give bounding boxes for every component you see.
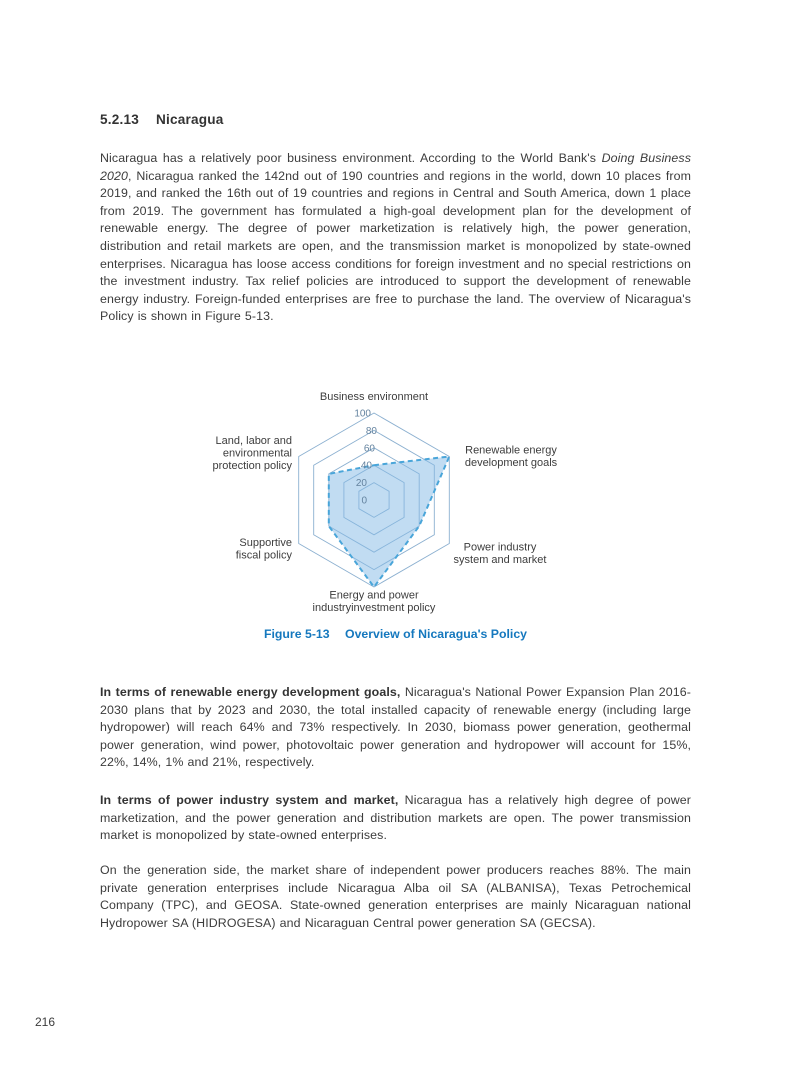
radar-axis-label-line: Supportive (239, 537, 292, 549)
radar-tick-label: 100 (354, 408, 371, 420)
radar-axis-label-line: fiscal policy (235, 549, 292, 562)
radar-axis-label-line: Power industry (463, 541, 537, 554)
text-segment: In terms of renewable energy development goals, (100, 685, 401, 699)
paragraph-generation-side (100, 862, 691, 932)
page-number: 216 (35, 1015, 56, 1029)
paragraph-power-industry (100, 792, 691, 845)
text-segment: Nicaragua's National Power Expansion Plan 2016-2030 plans that by 2023 and 2030, the total installed capacity of renewable energy (including large hydropower) will reach 64% and 73% respectively. In 2030, biomass power generation, geothermal power generation, wind power, photovoltaic power generation and hydropower will account for 15%, 22%, 14%, 1% and 21%, respectively. (100, 685, 691, 770)
text-segment: Doing Business 2020 (100, 151, 692, 183)
radar-axis-label-line: development goals (464, 457, 558, 469)
figure-caption (100, 627, 691, 641)
section-title: Nicaragua (155, 112, 224, 127)
radar-tick-label: 40 (360, 460, 372, 472)
radar-axis-label (454, 542, 547, 567)
text-segment: , Nicaragua ranked the 142nd out of 190 countries and regions in the world, down 10 places from 2019, and ranked the 16th out of 19 countries and regions in Central and South America, down 1 place from 2019. The government has formulated a high-goal development plan for the development of renewable energy. The degree of power marketization is relatively high, the power generation, distribution and retail markets are open, and the transmission market is monopolized by state-owned enterprises. Nicaragua has loose access conditions for foreign investment and no special restrictions on the investment industry. Tax relief policies are introduced to support the development of renewable energy industry. Foreign-funded enterprises are free to purchase the land. The overview of Nicaragua's Policy is shown in Figure 5-13. (100, 168, 691, 324)
radar-axis-label-line: Land, labor and (215, 435, 292, 447)
text-segment: Nicaragua has a relatively high degree of power marketization, and the power generation and distribution markets are open. The power transmission market is monopolized by state-owned enterprises. (100, 793, 691, 843)
radar-axis-label (320, 391, 428, 403)
radar-axis-label-line: Renewable energy (465, 444, 557, 457)
radar-axis-label (236, 537, 293, 562)
radar-axis-label (213, 435, 293, 472)
paragraph-intro (100, 150, 691, 326)
paragraph-renewable-goals (100, 684, 691, 772)
figure-5-13 (100, 385, 691, 641)
section-number: 5.2.13 (100, 112, 139, 127)
radar-axis-label-line: protection policy (212, 460, 292, 472)
radar-axis-label (313, 590, 436, 615)
radar-axis-label-line: Energy and power (329, 589, 419, 602)
text-segment: Nicaragua has a relatively poor business environment. According to the World Bank's (100, 151, 602, 165)
radar-axis-label-line: environmental (222, 447, 292, 460)
figure-caption-label: Figure 5-13 (263, 627, 330, 641)
radar-axis-label-line: industryinvestment policy (312, 602, 436, 614)
radar-axis-label-line: Business environment (319, 391, 429, 403)
radar-tick-label: 0 (361, 495, 367, 507)
text-segment: On the generation side, the market share of independent power producers reaches 88%. The main private generation enterprises include Nicaragua Alba oil SA (ALBANISA), Texas Petrochemical Company (TPC), and GEOSA. State-owned generation enterprises are mainly Nicaraguan national Hydropower SA (HIDROGESA) and Nicaraguan Central power generation SA (GECSA). (100, 863, 691, 930)
radar-chart (170, 385, 630, 625)
radar-tick-label: 80 (365, 425, 377, 437)
radar-series-fill (329, 457, 450, 588)
radar-axis-label-line: system and market (453, 554, 547, 566)
figure-caption-title: Overview of Nicaragua's Policy (345, 627, 528, 641)
radar-tick-label: 60 (363, 443, 375, 455)
radar-axis-label (465, 445, 558, 470)
text-segment: In terms of power industry system and market, (100, 793, 399, 807)
section-heading (100, 112, 691, 127)
radar-tick-label: 20 (355, 478, 367, 490)
